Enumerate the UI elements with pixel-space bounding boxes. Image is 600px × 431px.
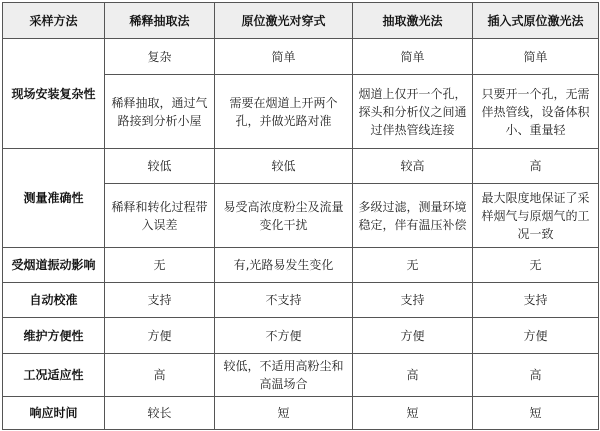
table-cell: 较高	[353, 149, 473, 184]
table-cell: 较低	[215, 149, 353, 184]
table-cell: 简单	[473, 39, 599, 75]
table-cell: 短	[353, 397, 473, 430]
row-header-maintenance: 维护方便性	[3, 318, 105, 354]
header-cell-cross-stack: 原位激光对穿式	[215, 3, 353, 39]
table-cell: 最大限度地保证了采样烟气与原烟气的工况一致	[473, 184, 599, 248]
table-cell: 较低，不适用高粉尘和高温场合	[215, 354, 353, 397]
table-cell: 烟道上仅开一个孔，探头和分析仪之间通过伴热管线连接	[353, 75, 473, 149]
table-cell: 较长	[105, 397, 215, 430]
table-cell: 复杂	[105, 39, 215, 75]
table-cell: 方便	[473, 318, 599, 354]
header-cell-dilution: 稀释抽取法	[105, 3, 215, 39]
table-cell: 短	[473, 397, 599, 430]
table-row	[3, 354, 599, 397]
header-cell-method: 采样方法	[3, 3, 105, 39]
table-row	[3, 248, 599, 283]
table-cell: 简单	[353, 39, 473, 75]
table-cell: 稀释和转化过程带入误差	[105, 184, 215, 248]
table-row	[3, 283, 599, 318]
table-cell: 稀释抽取，通过气路接到分析小屋	[105, 75, 215, 149]
table-row	[3, 149, 599, 184]
table-cell: 简单	[215, 39, 353, 75]
table-cell: 无	[473, 248, 599, 283]
comparison-table	[2, 2, 599, 430]
row-header-vibration: 受烟道振动影响	[3, 248, 105, 283]
table-cell: 高	[105, 354, 215, 397]
table-cell: 方便	[105, 318, 215, 354]
table-cell: 高	[353, 354, 473, 397]
table-cell: 有,光路易发生变化	[215, 248, 353, 283]
table-cell: 较低	[105, 149, 215, 184]
row-header-response-time: 响应时间	[3, 397, 105, 430]
header-cell-extractive-laser: 抽取激光法	[353, 3, 473, 39]
table-cell: 支持	[353, 283, 473, 318]
table-cell: 方便	[353, 318, 473, 354]
header-row	[3, 3, 599, 39]
table-cell: 无	[105, 248, 215, 283]
table-cell: 高	[473, 149, 599, 184]
row-header-auto-calibration: 自动校准	[3, 283, 105, 318]
table-cell: 不支持	[215, 283, 353, 318]
table-cell: 支持	[473, 283, 599, 318]
row-header-install: 现场安装复杂性	[3, 39, 105, 149]
row-header-adaptability: 工况适应性	[3, 354, 105, 397]
table-cell: 无	[353, 248, 473, 283]
table-cell: 短	[215, 397, 353, 430]
table-row	[3, 318, 599, 354]
table-cell: 需要在烟道上开两个孔，并做光路对准	[215, 75, 353, 149]
table-cell: 支持	[105, 283, 215, 318]
table-cell: 只要开一个孔，无需伴热管线，设备体积小、重量轻	[473, 75, 599, 149]
header-cell-insertion-laser: 插入式原位激光法	[473, 3, 599, 39]
row-header-accuracy: 测量准确性	[3, 149, 105, 248]
table-cell: 高	[473, 354, 599, 397]
table-cell: 多级过滤，测量环境稳定，伴有温压补偿	[353, 184, 473, 248]
table-cell: 不方便	[215, 318, 353, 354]
table-row	[3, 397, 599, 430]
table-row	[3, 39, 599, 75]
table-cell: 易受高浓度粉尘及流量变化干扰	[215, 184, 353, 248]
